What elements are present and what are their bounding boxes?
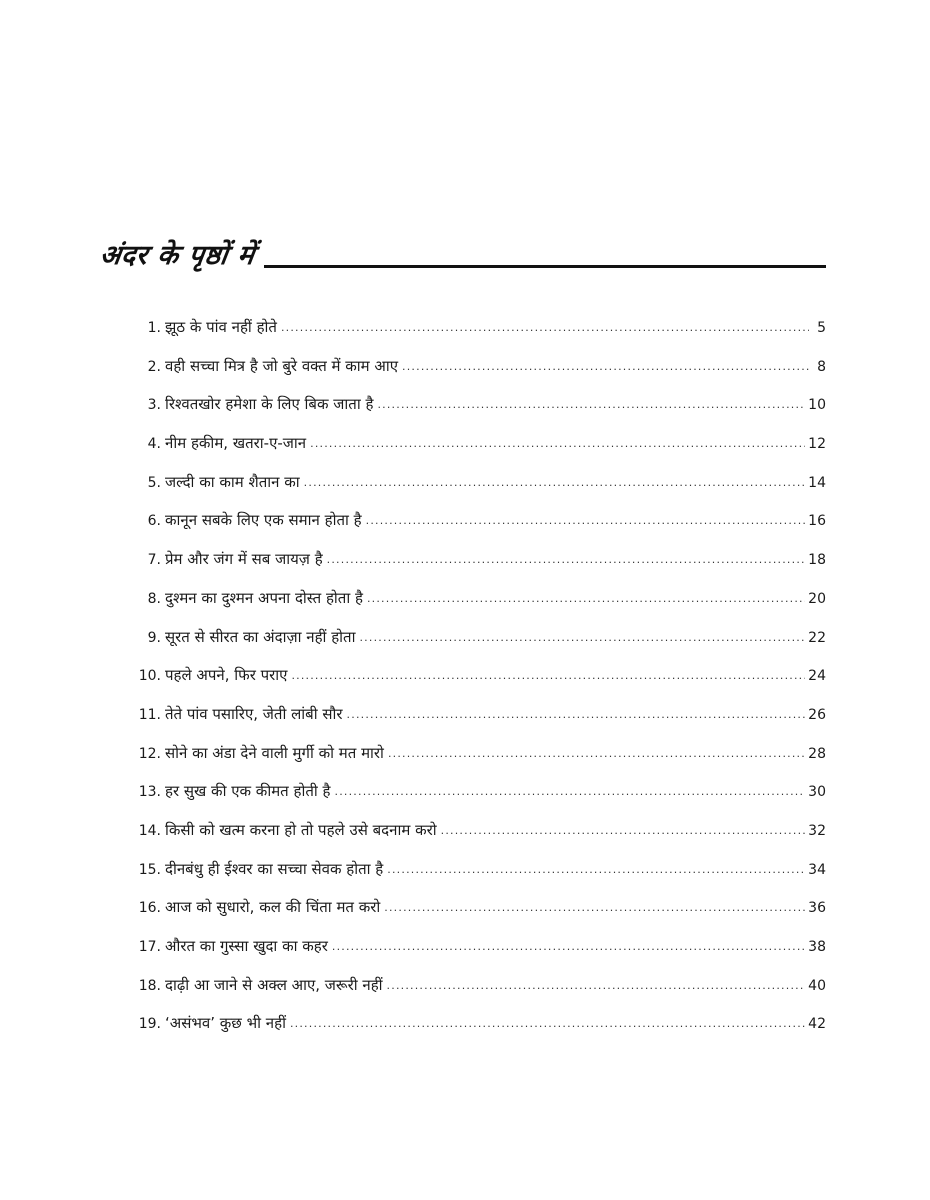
toc-entry[interactable]	[128, 660, 826, 699]
toc-entry[interactable]	[128, 622, 826, 661]
toc-entry-number: 3.	[147, 397, 161, 414]
toc-entry-page: 5	[817, 320, 826, 336]
dot-leader	[366, 506, 806, 536]
toc-entry-number: 16.	[138, 900, 161, 917]
dot-leader	[359, 623, 805, 653]
toc-entry-page: 14	[808, 474, 826, 491]
toc-entry[interactable]	[128, 505, 826, 544]
toc-entry[interactable]	[128, 738, 826, 777]
dot-leader	[291, 661, 805, 691]
toc-entry-number: 10.	[138, 668, 161, 685]
toc-entry-title: जल्दी का काम शैतान का	[165, 472, 300, 491]
dot-leader	[281, 313, 809, 343]
dot-leader	[290, 1009, 805, 1039]
dot-leader	[335, 777, 806, 807]
toc-entry-title: पहले अपने, फिर पराए	[165, 666, 288, 685]
toc-entry-number: 11.	[138, 706, 161, 723]
dot-leader	[304, 468, 806, 498]
toc-entry-number: 19.	[138, 1016, 161, 1033]
dot-leader	[387, 855, 805, 885]
toc-entry-title: सूरत से सीरत का अंदाज़ा नहीं होता	[165, 627, 356, 646]
toc-entry-title: दाढ़ी आ जाने से अक्ल आए, जरूरी नहीं	[165, 975, 383, 994]
toc-entry-title: कानून सबके लिए एक समान होता है	[165, 511, 362, 530]
dot-leader	[310, 429, 805, 459]
toc-entry-number: 14.	[138, 822, 161, 839]
toc-entry-number: 2.	[147, 358, 161, 375]
toc-entry-page: 30	[808, 784, 826, 801]
toc-entry-title: सोने का अंडा देने वाली मुर्गी को मत मारो	[165, 743, 384, 762]
dot-leader	[441, 816, 806, 846]
toc-entry-title: नीम हकीम, खतरा-ए-जान	[165, 434, 307, 453]
toc-entry-number: 18.	[138, 977, 161, 994]
toc-entry[interactable]	[128, 583, 826, 622]
toc-entry-number: 1.	[147, 320, 161, 336]
toc-entry[interactable]	[128, 699, 826, 738]
contents-heading	[97, 236, 826, 272]
toc-entry-number: 17.	[138, 939, 161, 955]
dot-leader	[388, 739, 805, 769]
dot-leader	[347, 700, 806, 730]
toc-entry-title: वही सच्चा मित्र है जो बुरे वक्त में काम आए	[165, 356, 399, 375]
toc-entry-page: 34	[808, 861, 826, 878]
toc-entry[interactable]	[128, 312, 826, 351]
toc-entry-title: किसी को खत्म करना हो तो पहले उसे बदनाम करो	[165, 820, 437, 839]
table-of-contents	[128, 312, 826, 1047]
toc-entry[interactable]	[128, 389, 826, 428]
toc-entry-number: 7.	[147, 552, 161, 569]
toc-entry[interactable]	[128, 931, 826, 970]
toc-entry-title: झूठ के पांव नहीं होते	[165, 318, 277, 336]
toc-entry-title: आज को सुधारो, कल की चिंता मत करो	[165, 898, 381, 917]
toc-entry-title: औरत का गुस्सा खुदा का कहर	[165, 937, 328, 955]
toc-entry-number: 6.	[147, 513, 161, 530]
page-title: अंदर के पृष्ठों में	[97, 240, 257, 271]
toc-entry[interactable]	[128, 351, 826, 390]
toc-entry[interactable]	[128, 776, 826, 815]
toc-entry-page: 22	[808, 629, 826, 646]
toc-entry[interactable]	[128, 892, 826, 931]
toc-entry-page: 28	[808, 745, 826, 762]
toc-entry-title: दीनबंधु ही ईश्वर का सच्चा सेवक होता है	[165, 859, 384, 878]
dot-leader	[387, 971, 806, 1001]
toc-entry-number: 8.	[147, 590, 161, 607]
toc-entry[interactable]	[128, 544, 826, 583]
toc-entry-page: 36	[808, 900, 826, 917]
toc-entry-page: 38	[808, 939, 826, 955]
toc-entry-number: 13.	[138, 784, 161, 801]
toc-entry-title: रिश्वतखोर हमेशा के लिए बिक जाता है	[165, 395, 374, 414]
toc-entry[interactable]	[128, 467, 826, 506]
toc-entry[interactable]	[128, 815, 826, 854]
toc-entry-page: 18	[808, 552, 826, 569]
heading-underline-rule	[264, 265, 826, 268]
toc-entry-page: 10	[808, 397, 826, 414]
toc-entry-page: 20	[808, 590, 826, 607]
toc-entry-number: 12.	[138, 745, 161, 762]
toc-entry-page: 40	[808, 977, 826, 994]
toc-entry-title: दुश्मन का दुश्मन अपना दोस्त होता है	[165, 588, 363, 607]
toc-entry[interactable]	[128, 854, 826, 893]
dot-leader	[332, 932, 805, 962]
dot-leader	[402, 352, 809, 382]
dot-leader	[367, 584, 805, 614]
dot-leader	[384, 893, 805, 923]
toc-entry-number: 5.	[147, 474, 161, 491]
toc-entry-page: 26	[808, 706, 826, 723]
toc-entry-page: 12	[808, 436, 826, 453]
dot-leader	[327, 545, 806, 575]
toc-entry-title: प्रेम और जंग में सब जायज़ है	[165, 550, 323, 569]
toc-entry-title: हर सुख की एक कीमत होती है	[165, 782, 331, 801]
toc-entry[interactable]	[128, 1008, 826, 1047]
toc-entry-page: 24	[808, 668, 826, 685]
toc-entry-title: तेते पांव पसारिए, जेती लांबी सौर	[165, 704, 343, 723]
toc-entry-page: 32	[808, 822, 826, 839]
toc-entry-page: 16	[808, 513, 826, 530]
toc-entry-title: ‘असंभव’ कुछ भी नहीं	[165, 1014, 286, 1033]
toc-entry-number: 4.	[147, 436, 161, 453]
toc-entry-page: 42	[808, 1016, 826, 1033]
toc-entry[interactable]	[128, 428, 826, 467]
toc-entry[interactable]	[128, 970, 826, 1009]
toc-entry-number: 9.	[147, 629, 161, 646]
toc-entry-number: 15.	[138, 861, 161, 878]
toc-entry-page: 8	[817, 358, 826, 375]
dot-leader	[377, 390, 805, 420]
